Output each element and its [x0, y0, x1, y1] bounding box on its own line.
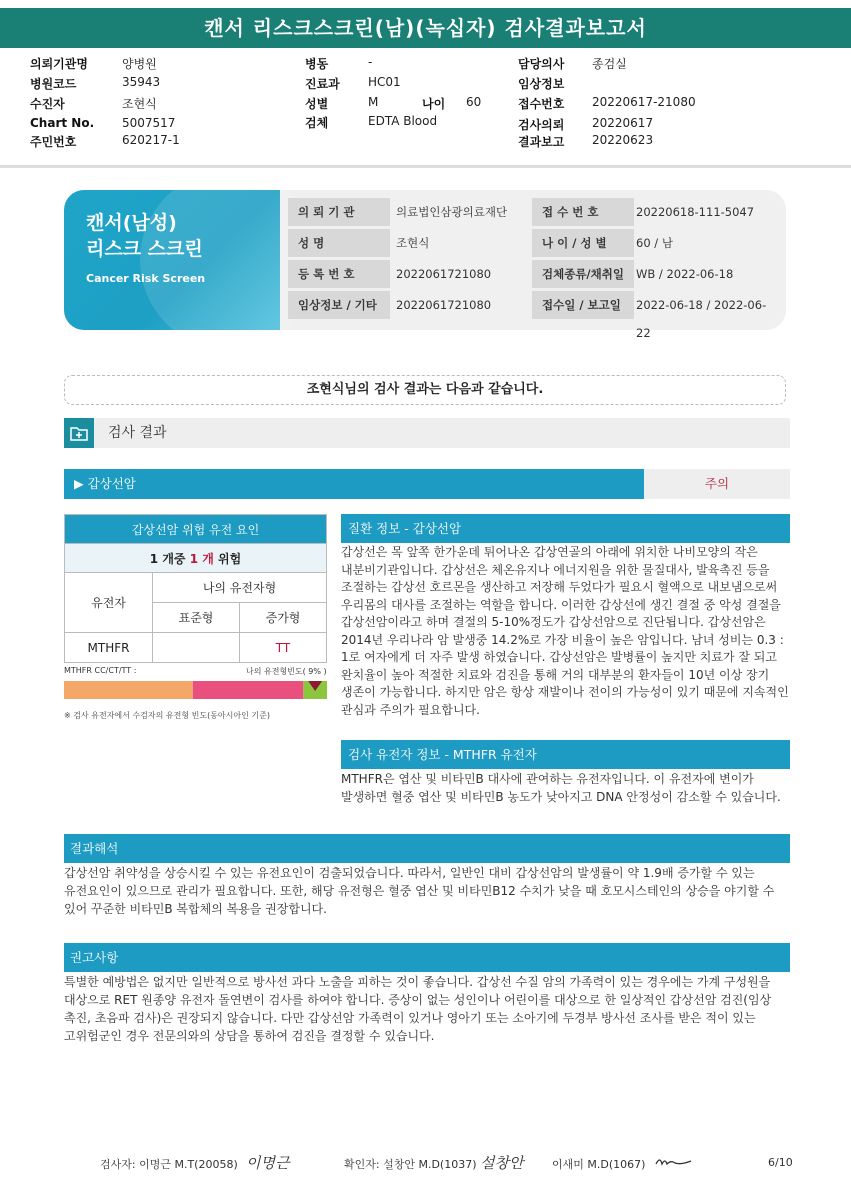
cancer-name: ▶ 갑상선암 [64, 469, 644, 499]
interpretation-header: 결과해석 [64, 834, 790, 863]
specimen-value: EDTA Blood [368, 114, 438, 128]
section-header [64, 418, 790, 448]
gene-col-header: 유전자 [65, 573, 153, 633]
text-line: 2014년 우리나라 암 발생중 14.2%로 가장 비율이 높은 암입니다. 남녀 성비는 0.3 : [341, 632, 784, 647]
standard-header: 표준형 [153, 603, 240, 633]
chart-value: 5007517 [122, 116, 176, 130]
banner-label: 의 뢰 기 관 [288, 198, 390, 226]
report-value: 20220623 [592, 133, 654, 147]
text-line: 갑상선암이라고 하며 결절의 5-10%정도가 갑상선암으로 진단됩니다. 갑상선암은 [341, 615, 766, 629]
ward-label: 병동 [305, 57, 329, 71]
banner-row [288, 229, 780, 257]
doctor-value: 종검실 [592, 57, 627, 71]
id-label: 주민번호 [30, 135, 77, 149]
clinical-label: 임상정보 [518, 77, 565, 91]
gene-info-header: 검사 유전자 정보 - MTHFR 유전자 [341, 740, 790, 769]
specimen-label: 검체 [305, 116, 329, 130]
banner-value: 20220618-111-5047 [636, 205, 755, 219]
text-line: 갑상선암 취약성을 상승시킬 수 있는 유전요인이 검출되었습니다. 따라서, 일반인 대비 갑상선암의 발생률이 약 1.9배 증가할 수 있는 [64, 866, 755, 880]
banner-title-line1: 캔서(남성) [86, 212, 177, 234]
interpretation-text [64, 864, 790, 918]
disease-info-header: 질환 정보 - 갑상선암 [341, 514, 790, 543]
banner-label: 등 록 번 호 [288, 260, 390, 288]
text-line: 갑상선은 목 앞쪽 한가운데 튀어나온 갑상연골의 아래에 위치한 나비모양의 작은 [341, 545, 758, 559]
checker-signature: 설창안 [480, 1154, 524, 1172]
gene-table-title: 갑상선암 위험 유전 요인 [65, 515, 327, 544]
checker2: 이새미 M.D(1067) [552, 1158, 646, 1171]
risk-level: 주의 [704, 476, 730, 491]
banner-label: 검체종류/채취일 [532, 260, 634, 288]
banner-value: 2022061721080 [396, 267, 492, 281]
recommendation-text [64, 973, 790, 1045]
hospital-code-label: 병원코드 [30, 77, 77, 91]
patient-info-grid [0, 55, 851, 155]
banner-value: 60 / 남 [636, 236, 673, 250]
banner-value: 의료법인삼광의료재단 [396, 205, 508, 219]
tester: 검사자: 이명근 M.T(20058) [100, 1158, 238, 1171]
scale-left-label: MTHFR CC/CT/TT : [64, 666, 137, 675]
text-line: 우리몸의 대사를 조절하는 역할을 합니다. 이러한 갑상선에 생긴 결절 중 악성 결절을 [341, 597, 781, 612]
text-line: 특별한 예방법은 없지만 일반적으로 방사선 과다 노출을 피하는 것이 좋습니다. 갑상선 수질 암의 가족력이 있는 경우에는 가계 구성원을 [64, 975, 771, 989]
banner-value: WB / 2022-06-18 [636, 267, 734, 281]
report-label: 결과보고 [518, 135, 565, 149]
ward-value: - [368, 55, 373, 69]
hospital-code-value: 35943 [122, 75, 161, 89]
text-line: 조절하는 갑상선 호르몬을 생산하고 저장해 두었다가 필요시 혈액으로 내보냄으로써 [341, 580, 778, 594]
my-genotype-header: 나의 유전자형 [153, 573, 327, 603]
section-title: 검사 결과 [108, 425, 167, 441]
banner-subtitle: Cancer Risk Screen [86, 272, 206, 285]
banner-label: 성 명 [288, 229, 390, 257]
greeting: 조현식님의 검사 결과는 다음과 같습니다. [64, 375, 786, 405]
increased-header: 증가형 [240, 603, 327, 633]
patient-value: 조현식 [122, 97, 157, 111]
scale-note: ※ 검사 유전자에서 수검자의 유전형 빈도(동아시아인 기준) [64, 711, 270, 720]
text-line: 1로 여자에게 더 자주 발생 하였습니다. 갑상선암은 발병률이 높지만 치료가 잘 되고 [341, 650, 777, 664]
text-line: 완치율이 높아 적절한 치료와 검진을 통해 거의 대부분의 환자들이 10년 이상 장기 [341, 667, 770, 682]
text-line: 생존이 가능합니다. 하지만 암은 항상 재발이나 전이의 가능성이 있기 때문에 지속적인 [341, 685, 789, 699]
text-line: 발생하면 혈중 엽산 및 비타민B 농도가 낮아지고 DNA 안정성이 감소할 수 있습니다. [341, 789, 781, 804]
text-line: 관심과 주의가 필요합니다. [341, 702, 480, 717]
chart-label: Chart No. [30, 116, 95, 130]
scale-right-label: 나의 유전형빈도( 9% ) [246, 667, 327, 676]
request-value: 20220617 [592, 116, 654, 130]
sex-label: 성별 [305, 97, 329, 111]
banner-value: 2022-06-18 / 2022-06-22 [636, 298, 767, 340]
banner-row [288, 198, 780, 226]
disease-info-text [341, 544, 790, 719]
request-label: 검사의뢰 [518, 118, 565, 132]
age-label: 나이 [422, 97, 446, 111]
id-value: 620217-1 [122, 133, 180, 147]
gene-name: MTHFR [65, 633, 153, 663]
banner-label: 임상정보 / 기타 [288, 291, 390, 319]
institution-label: 의뢰기관명 [30, 57, 88, 71]
banner-label: 접 수 번 호 [532, 198, 634, 226]
banner-label: 접수일 / 보고일 [532, 291, 634, 319]
genotype-frequency-bar [64, 681, 327, 699]
text-line: 고위험군인 경우 전문의와의 상담을 통하여 검진을 결정할 수 있습니다. [64, 1029, 435, 1043]
doctor-label: 담당의사 [518, 57, 565, 71]
tester-signature: 이명근 [246, 1154, 290, 1172]
patient-label: 수진자 [30, 97, 65, 111]
cancer-result-bar [64, 469, 790, 499]
sex-value: M [368, 95, 379, 109]
test-banner [64, 190, 786, 340]
banner-row [288, 291, 780, 340]
frequency-segment [193, 681, 303, 699]
banner-row [288, 260, 780, 288]
gene-info-text [341, 771, 790, 806]
text-line: 있어 꾸준한 비타민B 복합체의 복용을 권장합니다. [64, 902, 327, 916]
page-number: 6/10 [768, 1156, 793, 1169]
banner-title [86, 210, 203, 262]
institution-value: 양병원 [122, 57, 157, 71]
banner-title-line2: 리스크 스크린 [86, 238, 203, 260]
dept-value: HC01 [368, 75, 401, 89]
header-divider [0, 165, 851, 168]
text-line: 유전요인이 있으므로 관리가 필요합니다. 또한, 해당 유전형은 혈중 엽산 및 비타민B12 수치가 낮을 때 호모시스테인의 상승을 야기할 수 [64, 884, 775, 898]
checker: 확인자: 설창안 M.D(1037) [344, 1158, 477, 1171]
text-line: 내분비기관입니다. 갑상선은 체온유지나 에너지원을 위한 물질대사, 발육촉진 등을 [341, 562, 770, 577]
banner-label: 나 이 / 성 별 [532, 229, 634, 257]
standard-value [153, 633, 240, 663]
checker2-signature-icon [654, 1152, 694, 1170]
text-line: 촉진, 초음파 검사)은 권장되지 않습니다. 다만 갑상선암 가족력이 있거나 영아기 또는 소아기에 두경부 방사선 조사를 받은 적이 있는 [64, 1011, 756, 1025]
recommendation-header: 권고사항 [64, 943, 790, 972]
receipt-value: 20220617-21080 [592, 95, 696, 109]
folder-plus-icon [64, 418, 94, 448]
gene-risk-table [64, 514, 327, 663]
banner-value: 조현식 [396, 236, 430, 250]
banner-value: 2022061721080 [396, 298, 492, 312]
gene-table-summary: 1 개중 1 개 위험 [65, 544, 327, 573]
text-line: 대상으로 RET 원종양 유전자 돌연변이 검사를 하여야 합니다. 증상이 없는 성인이나 어린이를 대상으로 한 일상적인 갑상선암 검진(임상 [64, 993, 772, 1007]
increased-value: TT [240, 633, 327, 663]
dept-label: 진료과 [305, 77, 340, 91]
text-line: MTHFR은 엽산 및 비타민B 대사에 관여하는 유전자입니다. 이 유전자에 변이가 [341, 772, 754, 786]
report-title: 캔서 리스크스크린(남)(녹십자) 검사결과보고서 [0, 8, 851, 48]
receipt-label: 접수번호 [518, 97, 565, 111]
age-value: 60 [466, 95, 482, 109]
banner-title-block [64, 190, 280, 330]
frequency-segment [64, 681, 193, 699]
